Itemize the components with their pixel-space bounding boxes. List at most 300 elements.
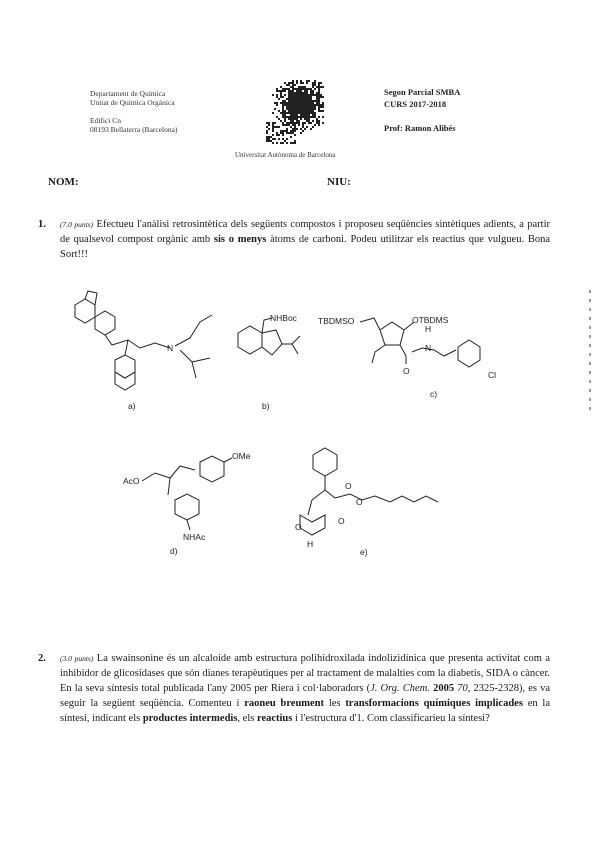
logo-dot (284, 82, 286, 84)
question-2-bold-2: transformacions químiques implicades (345, 698, 523, 709)
logo-dot (294, 106, 296, 108)
structure-b-nhboc: NHBoc (270, 313, 297, 323)
question-2 (38, 651, 551, 726)
logo-dot (292, 118, 294, 120)
logo-dot (294, 118, 296, 120)
logo-dot (288, 82, 290, 84)
logo-dot (288, 124, 290, 126)
logo-dot (278, 90, 280, 92)
logo-dot (308, 112, 310, 114)
logo-dot (312, 116, 314, 118)
logo-dot (288, 100, 290, 102)
logo-dot (276, 116, 278, 118)
logo-dot (316, 96, 318, 98)
logo-dot (276, 90, 278, 92)
question-2-text-1: La swainsonine és un alcaloide amb estructura polihidroxilada indolizidínica que presenta activitat com a inhibidor de glicosidases que són dianes terapèutiques per al tractament de malalties com la diabetis, SIDA o càncer. En la seva síntesis total publicada l'any 2005 per Riera i col·laboradors ( (60, 653, 551, 694)
structure-b-isopropyl (282, 336, 300, 344)
logo-dot (274, 108, 276, 110)
logo-dot (284, 104, 286, 106)
logo-dot (272, 128, 274, 130)
logo-dot (310, 92, 312, 94)
logo-dot (282, 108, 284, 110)
logo-dot (282, 90, 284, 92)
logo-dot (306, 118, 308, 120)
logo-dot (292, 88, 294, 90)
logo-dot (308, 96, 310, 98)
logo-dot (294, 110, 296, 112)
logo-dot (304, 108, 306, 110)
logo-dot (300, 92, 302, 94)
structure-d-nhac-bond (187, 520, 190, 530)
logo-dot (284, 116, 286, 118)
logo-dot (274, 102, 276, 104)
logo-dot (292, 108, 294, 110)
logo-dot (300, 86, 302, 88)
logo-dot (300, 96, 302, 98)
logo-dot (302, 82, 304, 84)
structure-e-ester-chain (335, 494, 438, 502)
logo-dot (320, 86, 322, 88)
logo-dot (286, 98, 288, 100)
logo-dot (312, 114, 314, 116)
logo-dot (314, 112, 316, 114)
logo-dot (296, 92, 298, 94)
structure-c-otbdms: OTBDMS (412, 315, 449, 325)
logo-dot (268, 140, 270, 142)
structure-c-tbdmso: TBDMSO (318, 316, 355, 326)
logo-dot (266, 140, 268, 142)
logo-dot (318, 88, 320, 90)
structure-e-o-carbonyl: O (345, 481, 352, 491)
question-1-points: (7.0 punts) (60, 220, 94, 229)
logo-dot (320, 110, 322, 112)
structure-d (123, 451, 251, 542)
structure-e-imide-ring (300, 515, 325, 535)
logo-dot (322, 116, 324, 118)
structure-c-o-atom: O (403, 366, 410, 376)
logo-dot (318, 106, 320, 108)
logo-dot (298, 124, 300, 126)
logo-dot (282, 134, 284, 136)
logo-dot (282, 122, 284, 124)
logo-dot (316, 98, 318, 100)
logo-dot (304, 114, 306, 116)
question-1 (38, 217, 550, 262)
logo-dot (282, 110, 284, 112)
logo-dot (276, 96, 278, 98)
logo-dot (298, 108, 300, 110)
logo-dot (302, 124, 304, 126)
university-logo (266, 80, 324, 144)
logo-dot (308, 122, 310, 124)
logo-dot (298, 100, 300, 102)
logo-dot (300, 104, 302, 106)
logo-dot (308, 88, 310, 90)
structure-d-chain (142, 466, 195, 481)
logo-dot (266, 126, 268, 128)
structure-c (318, 315, 496, 380)
logo-dot (292, 90, 294, 92)
logo-dot (286, 116, 288, 118)
logo-dot (304, 96, 306, 98)
question-2-year: 2005 (433, 683, 455, 694)
logo-dot (290, 110, 292, 112)
logo-dot (300, 94, 302, 96)
logo-dot (284, 110, 286, 112)
question-1-number: 1. (38, 219, 46, 230)
logo-dot (274, 126, 276, 128)
logo-dot (286, 122, 288, 124)
logo-dot (296, 96, 298, 98)
logo-dot (316, 102, 318, 104)
logo-dot (318, 86, 320, 88)
logo-dot (306, 108, 308, 110)
logo-dot (298, 110, 300, 112)
logo-dot (274, 138, 276, 140)
logo-dot (280, 94, 282, 96)
logo-dot (318, 122, 320, 124)
logo-dot (314, 104, 316, 106)
structure-a-branch (125, 340, 128, 355)
structure-d-branch (168, 478, 170, 495)
logo-dot (302, 104, 304, 106)
logo-dot (310, 102, 312, 104)
logo-dot (322, 104, 324, 106)
logo-dot (308, 114, 310, 116)
logo-dot (280, 130, 282, 132)
logo-dot (288, 118, 290, 120)
logo-dot (308, 110, 310, 112)
logo-dot (312, 106, 314, 108)
logo-dot (292, 84, 294, 86)
logo-dot (300, 82, 302, 84)
logo-dot (316, 94, 318, 96)
logo-dot (284, 130, 286, 132)
logo-dot (282, 114, 284, 116)
logo-dot (268, 124, 270, 126)
structures-figure (0, 280, 599, 580)
structure-b-cyclohexane (238, 326, 262, 354)
question-2-volume: 70 (457, 683, 468, 694)
logo-dot (292, 86, 294, 88)
logo-dot (304, 86, 306, 88)
logo-dot (284, 124, 286, 126)
logo-dot (286, 84, 288, 86)
logo-dot (296, 116, 298, 118)
logo-dot (312, 126, 314, 128)
logo-dot (304, 118, 306, 120)
logo-dot (266, 136, 268, 138)
logo-dot (286, 142, 288, 144)
logo-dot (296, 90, 298, 92)
logo-dot (290, 104, 292, 106)
logo-dot (296, 110, 298, 112)
logo-dot (318, 102, 320, 104)
logo-dot (316, 104, 318, 106)
question-1-text-a: Efectueu l'anàlisi retrosintètica dels següents compostos i proposeu seqüències sintètiques adients, a partir de qualsevol compost orgànic amb (60, 219, 550, 245)
logo-dot (294, 126, 296, 128)
logo-dot (294, 140, 296, 142)
logo-dot (288, 106, 290, 108)
question-2-text-5: i l'estructura d'1. Com classificaríeu la síntesi? (292, 713, 490, 724)
logo-dot (282, 88, 284, 90)
logo-dot (304, 110, 306, 112)
logo-dot (314, 100, 316, 102)
logo-dot (300, 108, 302, 110)
logo-dot (304, 98, 306, 100)
logo-dot (294, 104, 296, 106)
logo-dot (290, 132, 292, 134)
logo-dot (314, 84, 316, 86)
logo-dot (282, 100, 284, 102)
logo-dot (314, 124, 316, 126)
logo-dot (272, 134, 274, 136)
logo-dot (308, 104, 310, 106)
logo-dot (286, 124, 288, 126)
logo-dot (284, 120, 286, 122)
logo-dot (304, 122, 306, 124)
logo-dot (310, 100, 312, 102)
logo-dot (286, 128, 288, 130)
logo-dot (282, 116, 284, 118)
logo-dot (296, 102, 298, 104)
logo-dot (286, 108, 288, 110)
logo-dot (296, 114, 298, 116)
logo-dot (298, 120, 300, 122)
logo-dot (300, 80, 302, 82)
logo-dot (278, 126, 280, 128)
logo-dot (276, 142, 278, 144)
logo-dot (308, 106, 310, 108)
logo-dot (322, 102, 324, 104)
logo-dot (282, 130, 284, 132)
logo-dot (314, 116, 316, 118)
logo-dot (318, 96, 320, 98)
logo-dot (318, 108, 320, 110)
logo-dot (308, 118, 310, 120)
logo-dot (306, 90, 308, 92)
structure-a-n-atom: N (167, 343, 174, 353)
logo-dot (306, 102, 308, 104)
question-1-emphasis: sis o menys (213, 234, 267, 245)
logo-dot (320, 96, 322, 98)
logo-dot (300, 116, 302, 118)
structure-c-n-atom: N (425, 343, 432, 353)
logo-dot (308, 120, 310, 122)
logo-dot (314, 94, 316, 96)
logo-dot (306, 114, 308, 116)
logo-dot (276, 94, 278, 96)
logo-dot (318, 90, 320, 92)
logo-dot (294, 92, 296, 94)
logo-dot (300, 132, 302, 134)
logo-dot (272, 142, 274, 144)
logo-dot (284, 114, 286, 116)
logo-dot (318, 100, 320, 102)
logo-dot (302, 122, 304, 124)
logo-dot (290, 142, 292, 144)
logo-dot (304, 112, 306, 114)
structure-a-chain (105, 335, 170, 348)
logo-dot (318, 104, 320, 106)
logo-dot (292, 80, 294, 82)
structure-c-h-atom: H (425, 324, 432, 334)
logo-dot (312, 94, 314, 96)
structure-c-aryl (458, 340, 480, 367)
logo-dot (302, 100, 304, 102)
structure-c-cl-atom: Cl (488, 370, 497, 380)
structure-a-side (180, 350, 196, 378)
logo-dot (298, 112, 300, 114)
logo-dot (288, 94, 290, 96)
university-name: Universitat Autònoma de Barcelona (235, 151, 336, 159)
logo-dot (300, 112, 302, 114)
logo-dot (300, 114, 302, 116)
logo-dot (304, 100, 306, 102)
structure-d-ring-1 (200, 456, 224, 482)
logo-dot (288, 84, 290, 86)
logo-dot (300, 110, 302, 112)
address: 08193 Bellaterra (Barcelona) (90, 125, 178, 134)
logo-dot (308, 100, 310, 102)
logo-dot (300, 128, 302, 130)
logo-dot (312, 110, 314, 112)
logo-dot (302, 98, 304, 100)
logo-dot (298, 96, 300, 98)
logo-dot (290, 112, 292, 114)
logo-dot (282, 142, 284, 144)
logo-dot (286, 104, 288, 106)
logo-dot (322, 86, 324, 88)
logo-dot (314, 82, 316, 84)
logo-dot (300, 102, 302, 104)
logo-dot (280, 90, 282, 92)
question-2-text-3: en la síntesi, indicant els (60, 698, 550, 724)
logo-dot (298, 102, 300, 104)
name-field-label: NOM: (48, 176, 79, 188)
structure-b-isopropyl-2 (292, 344, 298, 354)
question-2-journal: J. Org. Chem. (370, 683, 430, 694)
logo-dot (296, 120, 298, 122)
logo-dot (282, 132, 284, 134)
logo-dot (296, 82, 298, 84)
logo-dot (298, 90, 300, 92)
logo-dot (312, 104, 314, 106)
logo-dot (316, 120, 318, 122)
logo-dot (298, 106, 300, 108)
logo-dot (284, 112, 286, 114)
logo-dot (272, 126, 274, 128)
logo-dot (280, 120, 282, 122)
logo-dot (304, 128, 306, 130)
logo-dot (312, 90, 314, 92)
structure-e (295, 448, 438, 549)
logo-dot (286, 106, 288, 108)
logo-dot (294, 98, 296, 100)
logo-dot (312, 86, 314, 88)
logo-dot (304, 102, 306, 104)
logo-dot (318, 124, 320, 126)
logo-dot (278, 134, 280, 136)
logo-dot (290, 126, 292, 128)
logo-dot (302, 96, 304, 98)
logo-dot (268, 128, 270, 130)
logo-dot (298, 116, 300, 118)
structure-e-o-ester: O (356, 497, 363, 507)
logo-dot (288, 112, 290, 114)
logo-dot (320, 94, 322, 96)
logo-dot (290, 114, 292, 116)
structure-c-cyclopentane (380, 322, 404, 345)
logo-dot (300, 100, 302, 102)
logo-dot (286, 102, 288, 104)
structure-c-chain (412, 348, 456, 356)
professor-name: Prof: Ramon Alibés (384, 123, 456, 133)
logo-dot (290, 98, 292, 100)
structure-e-o-1: O (295, 522, 302, 532)
logo-dot (288, 90, 290, 92)
exam-title: Segon Parcial SMBA (384, 87, 461, 97)
logo-dot (294, 142, 296, 144)
logo-dot (318, 98, 320, 100)
logo-dot (292, 106, 294, 108)
logo-dot (282, 138, 284, 140)
logo-dot (316, 122, 318, 124)
logo-dot (292, 82, 294, 84)
logo-dot (298, 88, 300, 90)
logo-dot (304, 92, 306, 94)
logo-dot (290, 96, 292, 98)
logo-dot (286, 112, 288, 114)
logo-dot (280, 142, 282, 144)
logo-dot (288, 102, 290, 104)
logo-dot (308, 108, 310, 110)
logo-dot (296, 80, 298, 82)
logo-dot (318, 82, 320, 84)
logo-dot (280, 112, 282, 114)
course-year: CURS 2017-2018 (384, 99, 447, 109)
logo-dot (294, 112, 296, 114)
logo-dot (296, 122, 298, 124)
logo-dot (298, 98, 300, 100)
logo-dot (300, 90, 302, 92)
logo-dot (280, 102, 282, 104)
structure-e-branch (308, 490, 325, 515)
logo-dot (306, 82, 308, 84)
logo-dot (312, 112, 314, 114)
logo-dot (312, 100, 314, 102)
logo-dot (290, 118, 292, 120)
structure-a-ring-3 (115, 355, 135, 378)
logo-dot (296, 112, 298, 114)
structure-e-link (325, 476, 335, 498)
logo-dot (294, 108, 296, 110)
logo-dot (292, 100, 294, 102)
logo-dot (306, 96, 308, 98)
logo-dot (302, 92, 304, 94)
logo-dot (292, 124, 294, 126)
logo-dot (312, 120, 314, 122)
logo-dot (266, 138, 268, 140)
structure-d-ome-bond (224, 458, 232, 462)
logo-dot (304, 104, 306, 106)
label-d: d) (170, 546, 178, 556)
logo-dot (276, 134, 278, 136)
logo-dot (292, 114, 294, 116)
logo-dot (292, 132, 294, 134)
logo-dot (294, 130, 296, 132)
logo-dot (284, 102, 286, 104)
